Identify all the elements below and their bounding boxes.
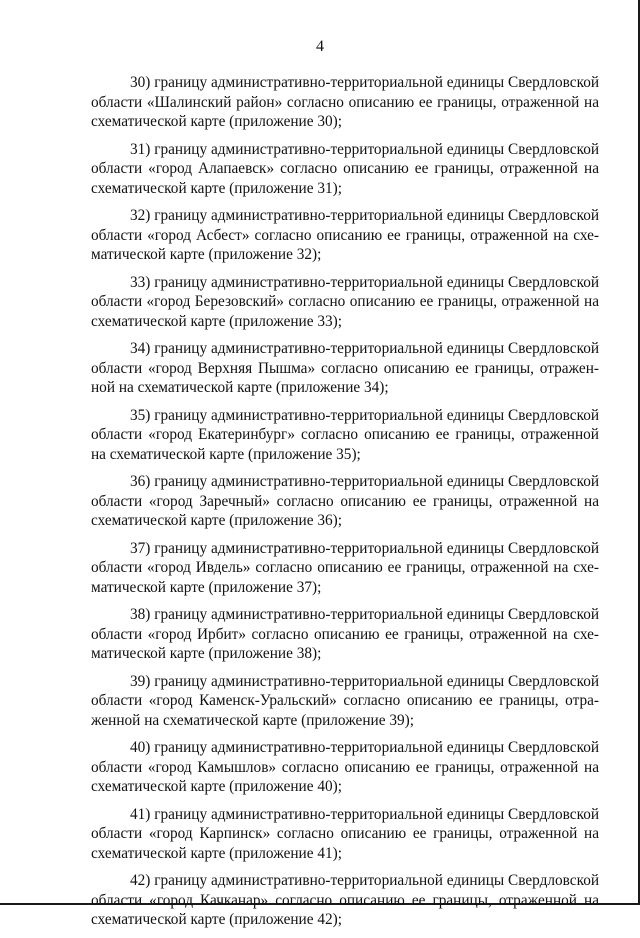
paragraph-line: 31) границу административно-территориальной единицы Свердловской xyxy=(130,140,600,158)
paragraph-line: 32) границу административно-территориальной единицы Свердловской xyxy=(130,207,600,224)
paragraph-line: области «город Каменск-Уральский» согласно описанию ее границы, отра- xyxy=(91,692,599,709)
paragraph-line: 38) границу административно-территориальной единицы Свердловской xyxy=(130,606,600,623)
list-item xyxy=(91,805,599,864)
list-item xyxy=(91,339,599,398)
paragraph-line: ной на схематической карте (приложение 34); xyxy=(91,379,389,396)
paragraph-line: 37) границу административно-территориальной единицы Свердловской xyxy=(130,539,600,557)
paragraph-line: 35) границу административно-территориальной единицы Свердловской xyxy=(130,406,600,424)
paragraph-line: схематической карте (приложение 36); xyxy=(91,512,342,529)
paragraph-line: схематической карте (приложение 33); xyxy=(91,312,342,330)
list-item xyxy=(91,605,599,664)
paragraph-line: 36) границу административно-территориальной единицы Свердловской xyxy=(130,473,600,490)
paragraph-line: матической карте (приложение 37); xyxy=(91,578,322,596)
list-item xyxy=(91,871,599,930)
paragraph-line: области «город Березовский» согласно описанию ее границы, отраженной на xyxy=(91,293,599,310)
paragraph-line: 34) границу административно-территориальной единицы Свердловской xyxy=(130,340,600,357)
list-item xyxy=(91,206,599,265)
list-item xyxy=(91,738,599,797)
paragraph-line: области «город Ивдель» согласно описанию ее границы, отраженной на схе- xyxy=(91,559,599,576)
paragraph-line: схематической карте (приложение 30); xyxy=(91,113,342,130)
paragraph-line: области «город Асбест» согласно описанию ее границы, отраженной на схе- xyxy=(91,226,599,244)
paragraph-line: 33) границу административно-территориальной единицы Свердловской xyxy=(130,273,600,291)
paragraph-line: области «город Карпинск» согласно описанию ее границы, отраженной на xyxy=(91,825,599,842)
paragraph-line: области «город Ирбит» согласно описанию ее границы, отраженной на схе- xyxy=(91,625,599,643)
paragraph-line: 30) границу административно-территориальной единицы Свердловской xyxy=(130,74,600,91)
list-item xyxy=(91,73,599,132)
paragraph-line: области «город Екатеринбург» согласно описанию ее границы, отраженной xyxy=(91,426,599,443)
paragraph-line: 41) границу административно-территориальной единицы Свердловской xyxy=(130,805,600,823)
paragraph-line: области «город Верхняя Пышма» согласно описанию ее границы, отражен- xyxy=(91,359,599,377)
paragraph-line: 40) границу административно-территориальной единицы Свердловской xyxy=(130,739,600,756)
paragraph-line: области «город Камышлов» согласно описанию ее границы, отраженной на xyxy=(91,758,599,776)
paragraph-line: схематической карте (приложение 31); xyxy=(91,179,342,197)
list-item xyxy=(91,539,599,598)
paragraph-line: схематической карте (приложение 40); xyxy=(91,778,342,795)
paragraph-line: схематической карте (приложение 41); xyxy=(91,844,342,862)
paragraph-line: матической карте (приложение 32); xyxy=(91,246,322,263)
document-body xyxy=(91,73,599,938)
paragraph-line: на схематической карте (приложение 35); xyxy=(91,445,361,463)
paragraph-line: области «Шалинский район» согласно описанию ее границы, отраженной на xyxy=(91,93,599,111)
list-item xyxy=(91,273,599,332)
paragraph-line: области «город Качканар» согласно описанию ее границы, отраженной на xyxy=(91,891,599,909)
list-item xyxy=(91,672,599,731)
list-item xyxy=(91,140,599,199)
paragraph-line: 39) границу административно-территориальной единицы Свердловской xyxy=(130,672,600,690)
paragraph-line: 42) границу административно-территориальной единицы Свердловской xyxy=(130,872,600,889)
list-item xyxy=(91,472,599,531)
paragraph-line: схематической карте (приложение 42); xyxy=(91,911,342,928)
paragraph-line: матической карте (приложение 38); xyxy=(91,645,322,662)
list-item xyxy=(91,406,599,465)
paragraph-line: области «город Заречный» согласно описанию ее границы, отраженной на xyxy=(91,492,599,510)
paragraph-line: области «город Алапаевск» согласно описанию ее границы, отраженной на xyxy=(91,160,599,177)
page-number: 4 xyxy=(316,38,324,55)
paragraph-line: женной на схематической карте (приложение 39); xyxy=(91,711,414,729)
